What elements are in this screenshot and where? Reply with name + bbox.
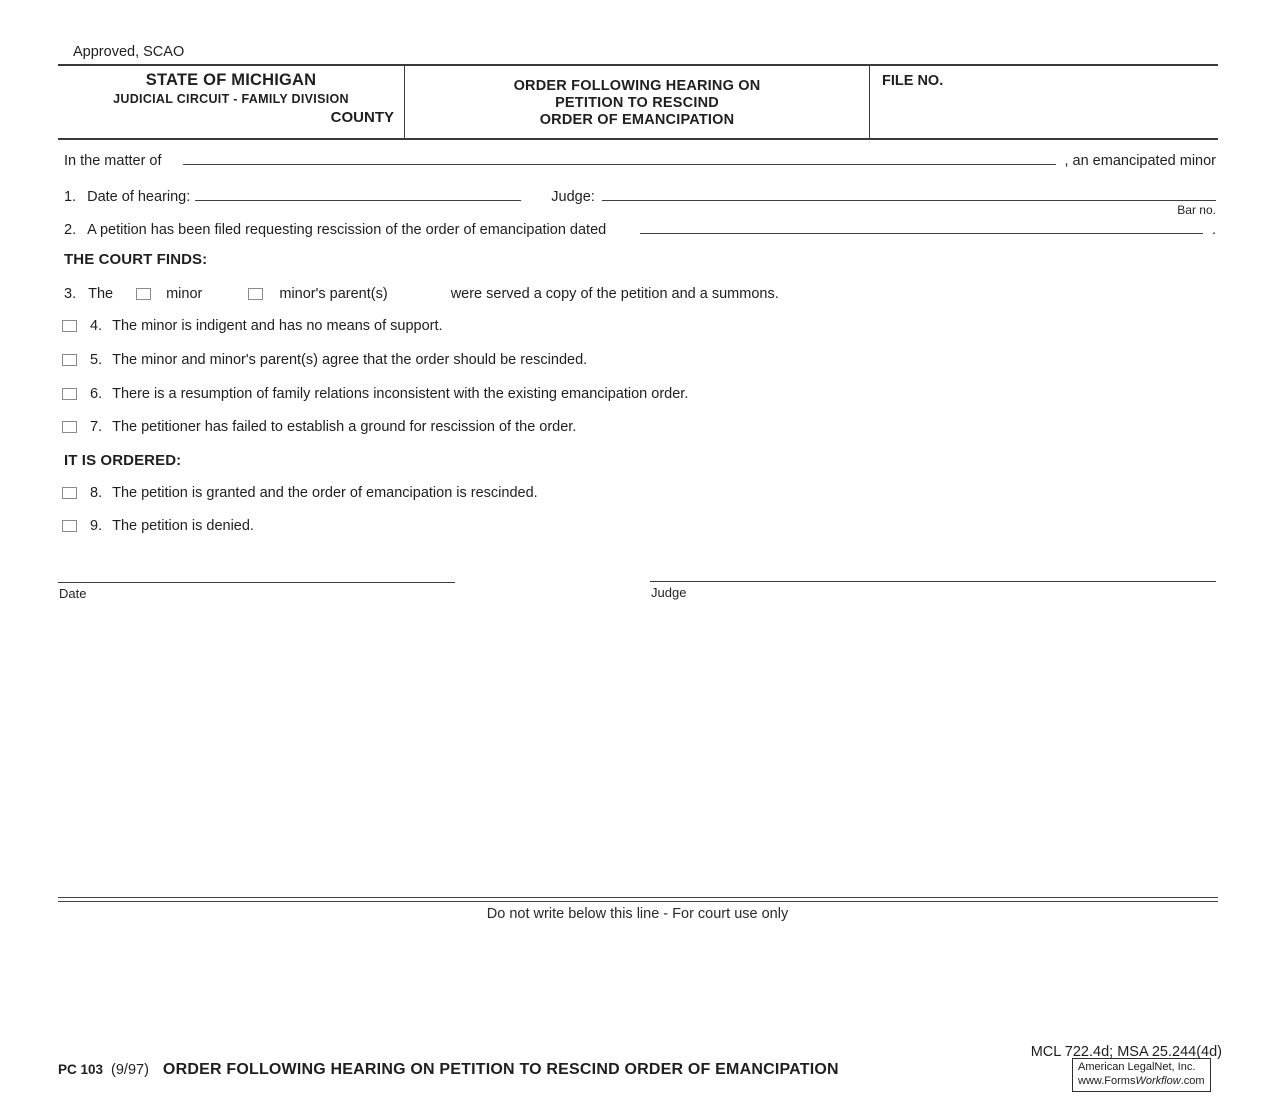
checkbox-item-7[interactable] [62, 421, 77, 433]
item6-row [62, 386, 1216, 402]
date-of-hearing-input[interactable] [195, 186, 521, 201]
vendor-url-prefix: www.Forms [1078, 1074, 1136, 1087]
checkbox-item-4[interactable] [62, 320, 77, 332]
item9-row [62, 518, 1216, 534]
checkbox-minors-parents-served[interactable] [248, 288, 263, 300]
date-signature-line[interactable] [58, 582, 455, 583]
judge-name-input[interactable] [602, 186, 1216, 201]
item4-row [62, 318, 1216, 334]
court-use-divider [58, 897, 1218, 902]
item9-number: 9. [90, 518, 103, 534]
checkbox-item-6[interactable] [62, 388, 77, 400]
item2-period: . [1211, 222, 1216, 238]
item3-number: 3. [64, 286, 77, 302]
checkbox-item-5[interactable] [62, 354, 77, 366]
item5-number: 5. [90, 352, 103, 368]
bar-no-label: Bar no. [1177, 203, 1216, 217]
vendor-url-brand: Workflow [1135, 1074, 1181, 1087]
item9-text: The petition is denied. [112, 518, 254, 534]
file-no-label: FILE NO. [882, 73, 944, 89]
emancipation-order-date-input[interactable] [640, 219, 1203, 234]
form-id-row [58, 1061, 839, 1079]
item2-row [64, 219, 1216, 238]
vendor-url [1078, 1075, 1205, 1089]
it-is-ordered-heading: IT IS ORDERED: [64, 452, 182, 469]
item4-number: 4. [90, 318, 103, 334]
minor-option-label: minor [166, 286, 203, 302]
form-title-line-3: ORDER OF EMANCIPATION [539, 111, 735, 128]
court-finds-heading: THE COURT FINDS: [64, 251, 208, 268]
form-caption-box [58, 64, 1218, 140]
item5-row [62, 352, 1216, 368]
item7-row [62, 419, 1216, 435]
item7-number: 7. [90, 419, 103, 435]
item3-row [64, 286, 1216, 302]
item8-number: 8. [90, 485, 103, 501]
court-name-cell [58, 66, 405, 138]
checkbox-minor-served[interactable] [136, 288, 151, 300]
form-title-cell [405, 66, 870, 138]
item7-text: The petitioner has failed to establish a ground for rescission of the order. [112, 419, 577, 435]
form-code: PC 103 [58, 1062, 104, 1077]
item6-text: There is a resumption of family relations inconsistent with the existing emancipation order. [112, 386, 689, 402]
item3-lead-text: The [88, 286, 114, 302]
judicial-circuit-label: JUDICIAL CIRCUIT - FAMILY DIVISION [113, 92, 349, 106]
item1-number: 1. [64, 189, 77, 205]
statute-citation: MCL 722.4d; MSA 25.244(4d) [1030, 1044, 1222, 1060]
checkbox-item-8[interactable] [62, 487, 77, 499]
form-footer-title: ORDER FOLLOWING HEARING ON PETITION TO RESCIND ORDER OF EMANCIPATION [162, 1061, 839, 1078]
vendor-url-suffix: .com [1180, 1074, 1205, 1087]
file-no-cell [870, 66, 1218, 138]
item1-row [64, 186, 1216, 205]
judge-signature-label: Judge [651, 585, 687, 600]
item5-text: The minor and minor's parent(s) agree that the order should be rescinded. [112, 352, 588, 368]
minor-name-input[interactable] [183, 150, 1057, 165]
date-of-hearing-label: Date of hearing: [87, 189, 191, 205]
judge-label: Judge: [551, 189, 595, 205]
form-title-line-2: PETITION TO RESCIND [555, 94, 719, 111]
judge-signature-line[interactable] [650, 581, 1216, 582]
item3-tail-text: were served a copy of the petition and a summons. [450, 286, 779, 302]
item4-text: The minor is indigent and has no means of support. [112, 318, 443, 334]
matter-suffix-label: , an emancipated minor [1064, 153, 1216, 169]
checkbox-item-9[interactable] [62, 520, 77, 532]
form-revision: (9/97) [111, 1062, 149, 1078]
matter-prefix-label: In the matter of [64, 153, 162, 169]
item2-number: 2. [64, 222, 77, 238]
file-no-input[interactable] [882, 90, 1218, 130]
minors-parents-option-label: minor's parent(s) [279, 286, 388, 302]
item8-row [62, 485, 1216, 501]
date-signature-label: Date [59, 586, 87, 601]
form-title-line-1: ORDER FOLLOWING HEARING ON [513, 77, 761, 94]
item8-text: The petition is granted and the order of emancipation is rescinded. [112, 485, 538, 501]
matter-row [64, 150, 1216, 169]
approved-scao-label: Approved, SCAO [73, 44, 185, 60]
vendor-name: American LegalNet, Inc. [1078, 1061, 1196, 1073]
state-name: STATE OF MICHIGAN [145, 71, 317, 89]
item2-text: A petition has been filed requesting rescission of the order of emancipation dated [87, 222, 607, 238]
vendor-box [1072, 1058, 1211, 1092]
item6-number: 6. [90, 386, 103, 402]
county-label: COUNTY [330, 109, 394, 126]
court-use-note: Do not write below this line - For court use only [486, 906, 789, 922]
